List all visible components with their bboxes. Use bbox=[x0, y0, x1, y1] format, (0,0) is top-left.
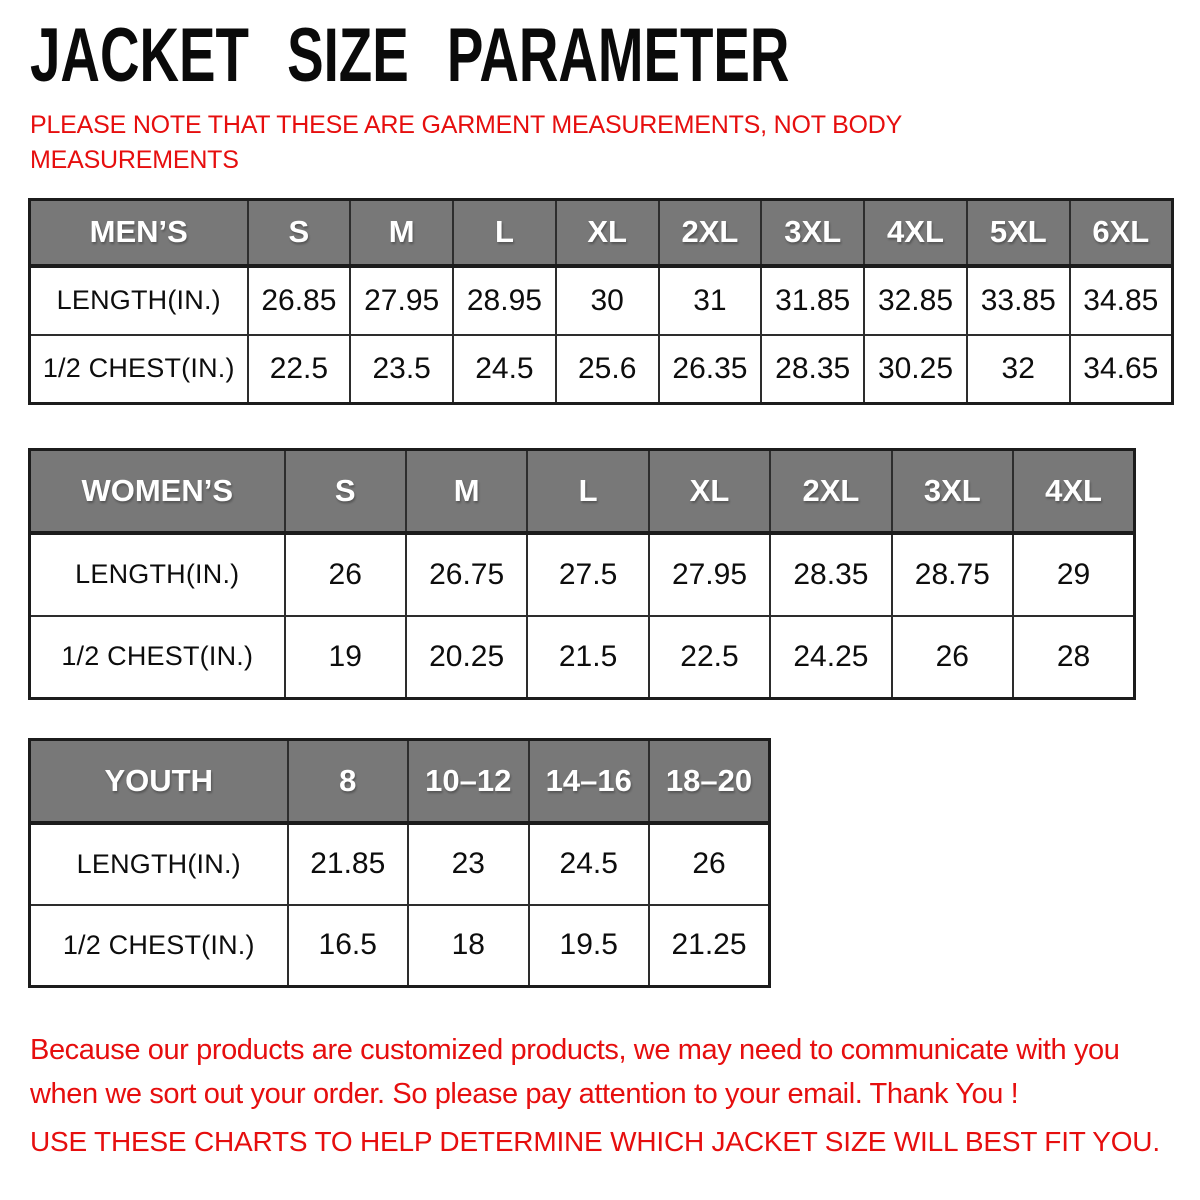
size-value-cell: 30.25 bbox=[864, 335, 967, 404]
size-header-cell: M bbox=[350, 200, 453, 266]
size-header-cell: XL bbox=[556, 200, 659, 266]
size-header-cell: 2XL bbox=[659, 200, 762, 266]
size-value-cell: 32.85 bbox=[864, 266, 967, 335]
size-value-cell: 22.5 bbox=[248, 335, 351, 404]
row-label-cell: LENGTH(IN.) bbox=[30, 823, 288, 905]
size-header-cell: 4XL bbox=[1013, 450, 1134, 533]
table-row bbox=[30, 905, 770, 987]
size-header-cell: 2XL bbox=[770, 450, 891, 533]
size-value-cell: 23.5 bbox=[350, 335, 453, 404]
table-row bbox=[30, 335, 1173, 404]
youth-table bbox=[28, 738, 771, 988]
size-value-cell: 28.35 bbox=[761, 335, 864, 404]
size-header-cell: 3XL bbox=[892, 450, 1013, 533]
size-value-cell: 28.75 bbox=[892, 533, 1013, 616]
womens-table bbox=[28, 448, 1136, 700]
womens-size-table bbox=[28, 448, 1136, 700]
size-value-cell: 26.85 bbox=[248, 266, 351, 335]
size-value-cell: 23 bbox=[408, 823, 529, 905]
size-header-cell: 3XL bbox=[761, 200, 864, 266]
size-header-cell: M bbox=[406, 450, 527, 533]
youth-title-cell: YOUTH bbox=[30, 740, 288, 823]
mens-table bbox=[28, 198, 1174, 405]
womens-header-row bbox=[30, 450, 1135, 533]
size-value-cell: 16.5 bbox=[288, 905, 409, 987]
table-row bbox=[30, 266, 1173, 335]
size-header-cell: S bbox=[248, 200, 351, 266]
table-row bbox=[30, 533, 1135, 616]
size-header-cell: L bbox=[527, 450, 648, 533]
size-header-cell: 10–12 bbox=[408, 740, 529, 823]
size-value-cell: 20.25 bbox=[406, 616, 527, 699]
size-value-cell: 31.85 bbox=[761, 266, 864, 335]
size-value-cell: 28 bbox=[1013, 616, 1134, 699]
mens-header-row bbox=[30, 200, 1173, 266]
row-label-cell: 1/2 CHEST(IN.) bbox=[30, 616, 285, 699]
size-value-cell: 30 bbox=[556, 266, 659, 335]
size-value-cell: 18 bbox=[408, 905, 529, 987]
row-label-cell: 1/2 CHEST(IN.) bbox=[30, 335, 248, 404]
size-value-cell: 21.25 bbox=[649, 905, 770, 987]
size-value-cell: 26.35 bbox=[659, 335, 762, 404]
size-value-cell: 25.6 bbox=[556, 335, 659, 404]
size-header-cell: 8 bbox=[288, 740, 409, 823]
size-value-cell: 24.5 bbox=[453, 335, 556, 404]
size-value-cell: 27.95 bbox=[350, 266, 453, 335]
youth-header-row bbox=[30, 740, 770, 823]
size-value-cell: 24.25 bbox=[770, 616, 891, 699]
customization-notice: Because our products are customized products, we may need to communicate with you when we sort out your order. So please pay attention to your email. Thank You ! bbox=[30, 1034, 1120, 1111]
size-header-cell: S bbox=[285, 450, 406, 533]
size-header-cell: L bbox=[453, 200, 556, 266]
size-value-cell: 32 bbox=[967, 335, 1070, 404]
size-value-cell: 21.85 bbox=[288, 823, 409, 905]
size-value-cell: 29 bbox=[1013, 533, 1134, 616]
table-row bbox=[30, 616, 1135, 699]
size-value-cell: 34.65 bbox=[1070, 335, 1173, 404]
size-value-cell: 21.5 bbox=[527, 616, 648, 699]
garment-measurements-note: PLEASE NOTE THAT THESE ARE GARMENT MEASUREMENTS, NOT BODY MEASUREMENTS bbox=[30, 111, 902, 174]
size-value-cell: 27.5 bbox=[527, 533, 648, 616]
row-label-cell: LENGTH(IN.) bbox=[30, 266, 248, 335]
size-header-cell: 14–16 bbox=[529, 740, 650, 823]
size-header-cell: 6XL bbox=[1070, 200, 1173, 266]
size-value-cell: 28.95 bbox=[453, 266, 556, 335]
size-value-cell: 24.5 bbox=[529, 823, 650, 905]
size-value-cell: 27.95 bbox=[649, 533, 770, 616]
table-row bbox=[30, 823, 770, 905]
size-header-cell: 18–20 bbox=[649, 740, 770, 823]
size-value-cell: 26.75 bbox=[406, 533, 527, 616]
row-label-cell: LENGTH(IN.) bbox=[30, 533, 285, 616]
size-value-cell: 19 bbox=[285, 616, 406, 699]
size-value-cell: 26 bbox=[649, 823, 770, 905]
size-value-cell: 26 bbox=[892, 616, 1013, 699]
size-value-cell: 31 bbox=[659, 266, 762, 335]
size-value-cell: 22.5 bbox=[649, 616, 770, 699]
womens-title-cell: WOMEN’S bbox=[30, 450, 285, 533]
size-value-cell: 19.5 bbox=[529, 905, 650, 987]
size-header-cell: 5XL bbox=[967, 200, 1070, 266]
youth-size-table bbox=[28, 738, 771, 988]
size-value-cell: 33.85 bbox=[967, 266, 1070, 335]
page-title: JACKET SIZE PARAMETER bbox=[30, 13, 790, 98]
mens-title-cell: MEN’S bbox=[30, 200, 248, 266]
size-value-cell: 26 bbox=[285, 533, 406, 616]
size-value-cell: 28.35 bbox=[770, 533, 891, 616]
mens-size-table bbox=[28, 198, 1174, 405]
size-header-cell: 4XL bbox=[864, 200, 967, 266]
row-label-cell: 1/2 CHEST(IN.) bbox=[30, 905, 288, 987]
chart-usage-note: USE THESE CHARTS TO HELP DETERMINE WHICH JACKET SIZE WILL BEST FIT YOU. bbox=[30, 1126, 1160, 1157]
size-header-cell: XL bbox=[649, 450, 770, 533]
size-value-cell: 34.85 bbox=[1070, 266, 1173, 335]
